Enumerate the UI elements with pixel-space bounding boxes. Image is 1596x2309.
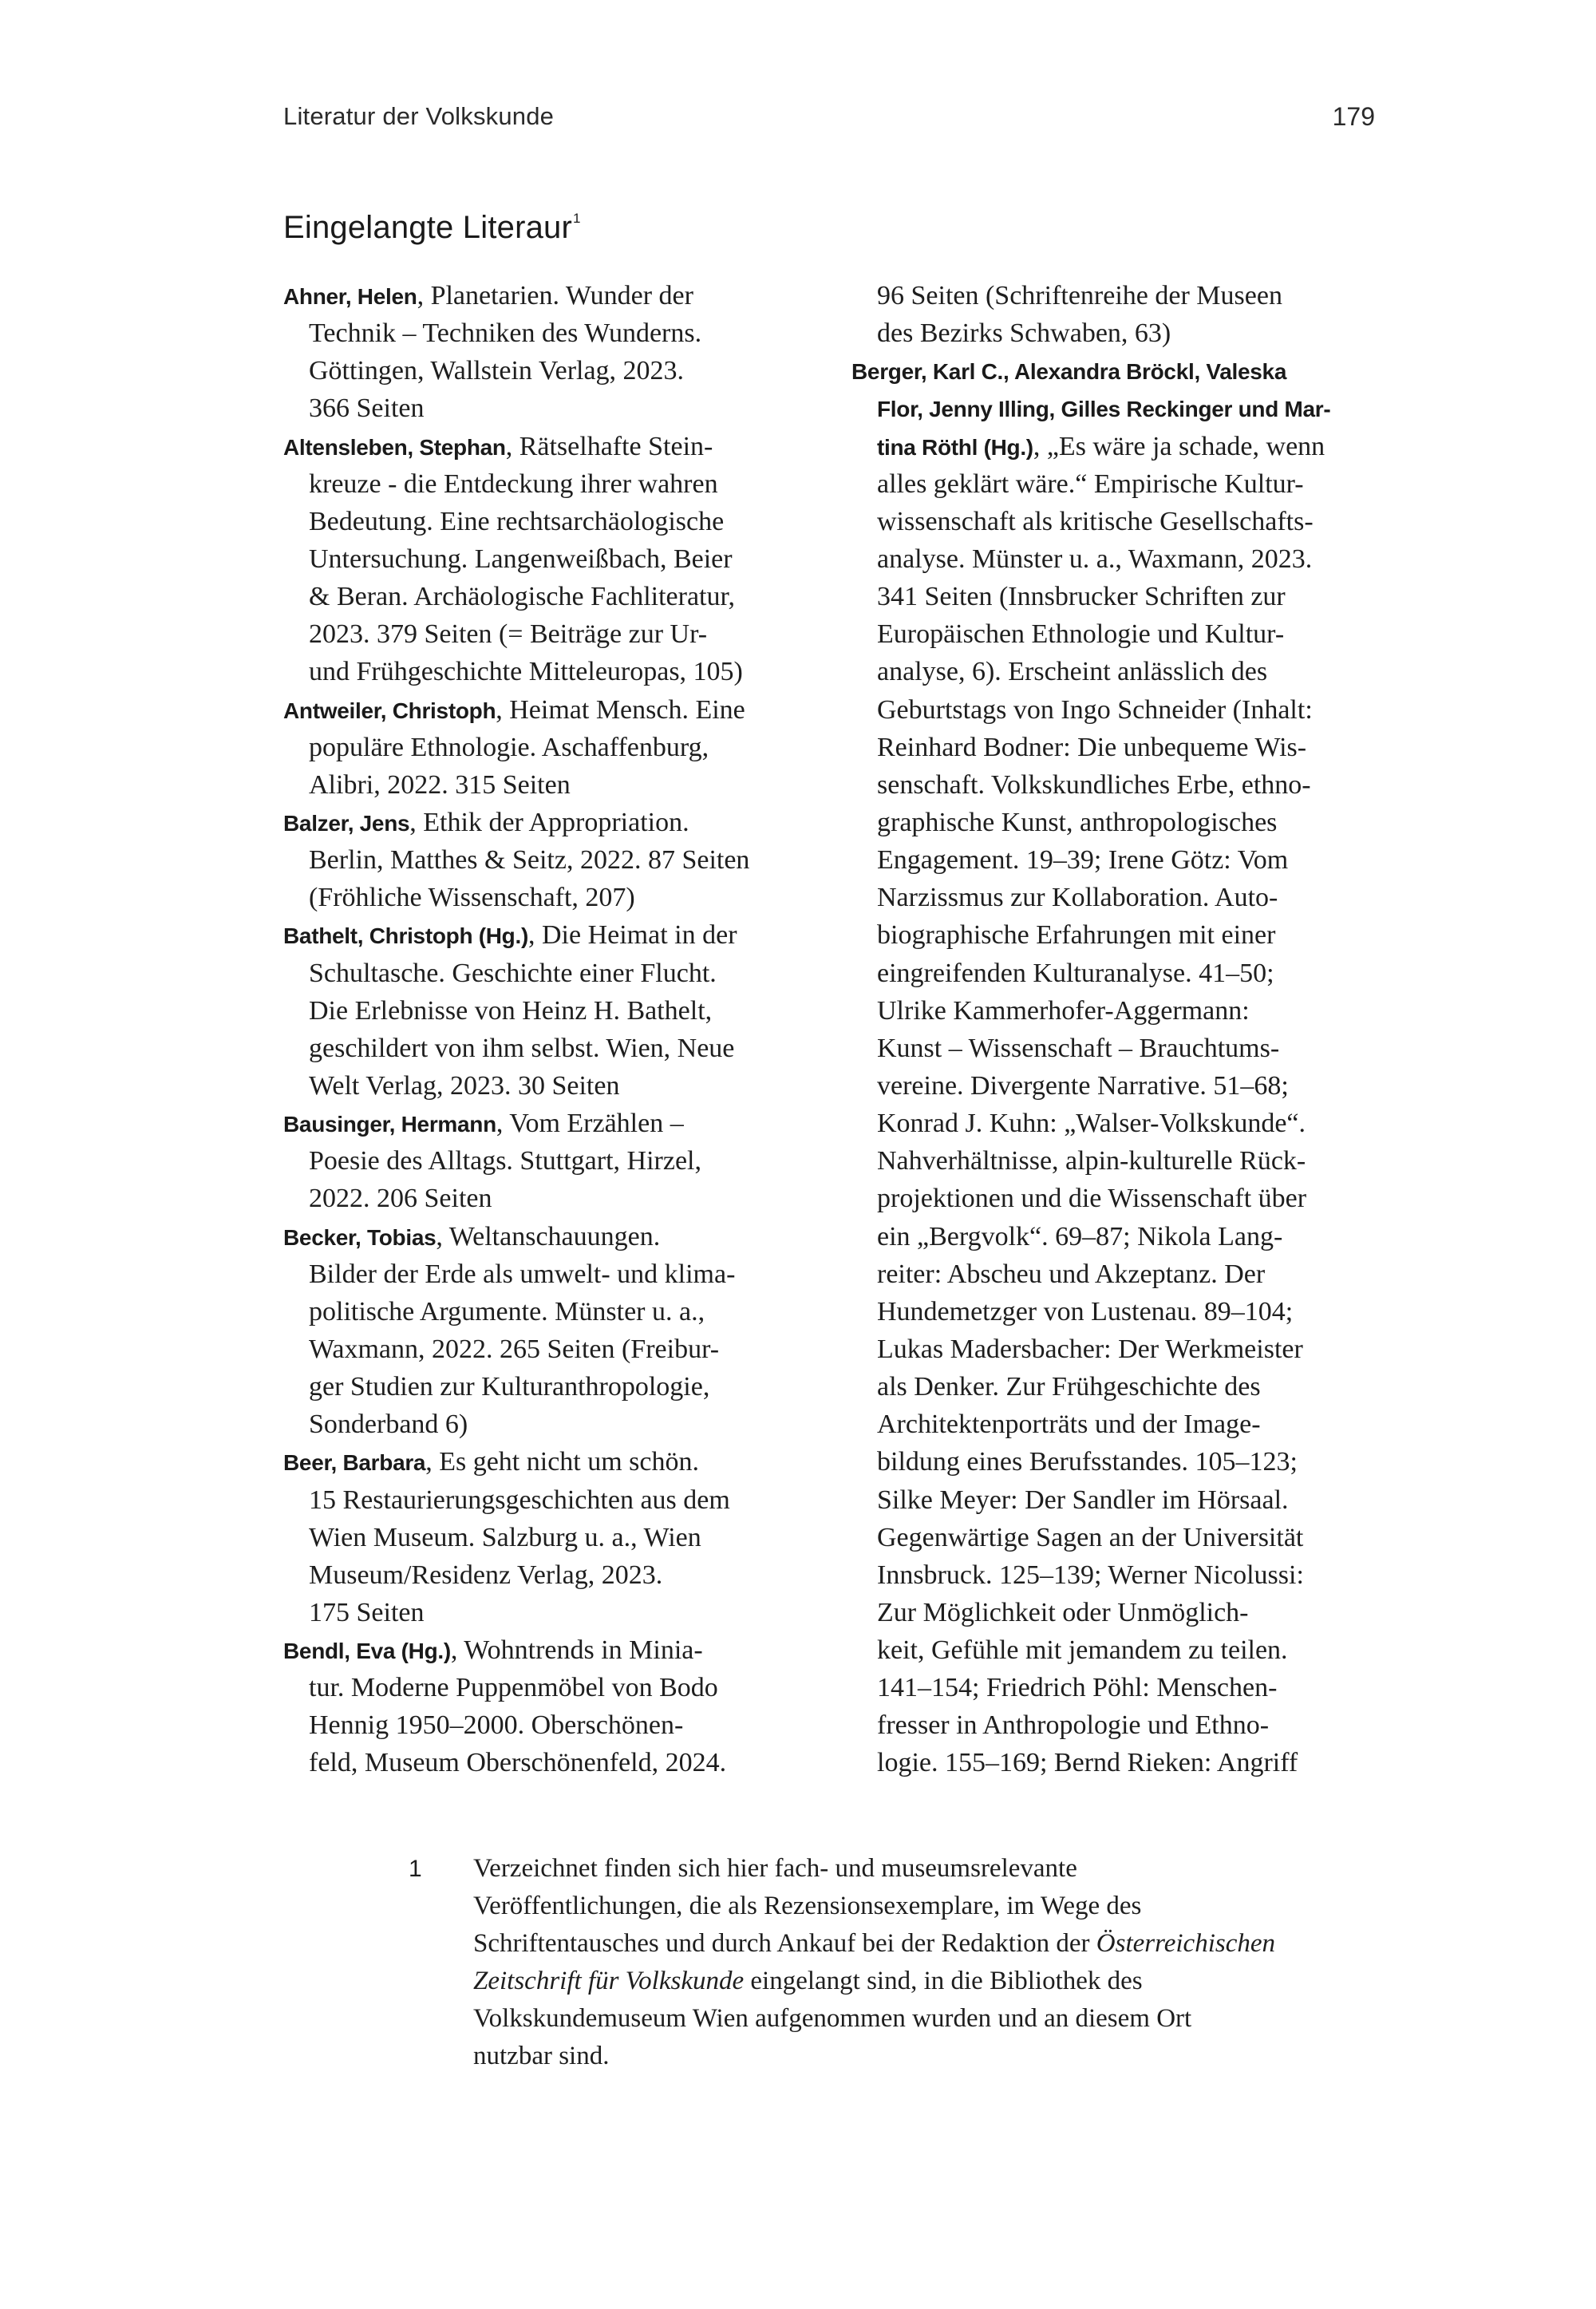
entry-line xyxy=(283,1218,810,1255)
entry-line: 341 Seiten (Innsbrucker Schriften zur xyxy=(877,582,1286,612)
footnote-line: Verzeichnet finden sich hier fach- und museumsrelevante xyxy=(473,1854,1077,1883)
entry-line: 366 Seiten xyxy=(309,393,425,424)
entry-line: Göttingen, Wallstein Verlag, 2023. xyxy=(309,356,685,386)
author-name: Ahner, Helen xyxy=(283,284,417,309)
journal-title: Zeitschrift für Volkskunde xyxy=(473,1967,745,1995)
entry-line: 2023. 379 Seiten (= Beiträge zur Ur- xyxy=(309,619,708,650)
bibliography-column-right xyxy=(851,277,1378,1782)
entry-line: Die Erlebnisse von Heinz H. Bathelt, xyxy=(309,995,713,1026)
author-name: Beer, Barbara xyxy=(283,1450,426,1476)
footnote-text xyxy=(473,1850,1275,2075)
entry-line: feld, Museum Oberschönenfeld, 2024. xyxy=(309,1748,727,1778)
entry-line: des Bezirks Schwaben, 63) xyxy=(877,318,1171,349)
entry-line xyxy=(283,691,810,729)
entry-line: Nahverhältnisse, alpin-kulturelle Rück- xyxy=(877,1146,1306,1176)
entry-text: , „Es wäre ja schade, wenn xyxy=(1033,431,1325,461)
author-name: Bathelt, Christoph (Hg.) xyxy=(283,923,528,949)
entry-line: graphische Kunst, anthropologisches xyxy=(877,807,1278,837)
entry-line: alles geklärt wäre.“ Empirische Kultur- xyxy=(877,469,1304,499)
entry-line: Geburtstags von Ingo Schneider (Inhalt: xyxy=(877,694,1313,725)
entry-line: ein „Bergvolk“. 69–87; Nikola Lang- xyxy=(877,1221,1283,1251)
entry-line: bildung eines Berufsstandes. 105–123; xyxy=(877,1447,1298,1477)
bibliography-column-left xyxy=(283,277,810,1782)
author-name: Altensleben, Stephan xyxy=(283,434,506,460)
entry-text: , Heimat Mensch. Eine xyxy=(496,694,745,725)
entry-line: 15 Restaurierungsgeschichten aus dem xyxy=(309,1485,730,1515)
bibliography-entry xyxy=(283,691,810,804)
entry-line xyxy=(283,1105,810,1142)
author-name: Balzer, Jens xyxy=(283,810,410,836)
entry-line: Welt Verlag, 2023. 30 Seiten xyxy=(309,1070,620,1101)
entry-line: tur. Moderne Puppenmöbel von Bodo xyxy=(309,1673,718,1703)
entry-line: Europäischen Ethnologie und Kultur- xyxy=(877,619,1285,650)
entry-line xyxy=(283,428,810,465)
entry-line: Waxmann, 2022. 265 Seiten (Freibur- xyxy=(309,1334,720,1364)
entry-line: Architektenporträts und der Image- xyxy=(877,1410,1261,1440)
entry-line: Lukas Madersbacher: Der Werkmeister xyxy=(877,1334,1303,1364)
bibliography-entry xyxy=(283,1218,810,1444)
author-name: Berger, Karl C., Alexandra Bröckl, Valeska xyxy=(851,359,1287,385)
entry-line: Berlin, Matthes & Seitz, 2022. 87 Seiten xyxy=(309,845,750,876)
entry-line: Engagement. 19–39; Irene Götz: Vom xyxy=(877,845,1289,876)
author-name: Becker, Tobias xyxy=(283,1224,437,1250)
entry-line: Museum/Residenz Verlag, 2023. xyxy=(309,1560,663,1590)
entry-text: , Vom Erzählen – xyxy=(496,1109,684,1139)
entry-line: Reinhard Bodner: Die unbequeme Wis- xyxy=(877,732,1307,762)
footnote-number: 1 xyxy=(409,1856,422,1882)
journal-title: Österreichischen xyxy=(1096,1929,1275,1958)
entry-line: Kunst – Wissenschaft – Brauchtums- xyxy=(877,1033,1280,1063)
entry-line: 175 Seiten xyxy=(309,1597,425,1627)
entry-line: biographische Erfahrungen mit einer xyxy=(877,920,1276,951)
entry-line: Schultasche. Geschichte einer Flucht. xyxy=(309,958,717,988)
entry-line: Alibri, 2022. 315 Seiten xyxy=(309,769,571,800)
footnote-line: nutzbar sind. xyxy=(473,2042,610,2070)
entry-line: analyse, 6). Erscheint anlässlich des xyxy=(877,657,1268,687)
entry-line xyxy=(283,1443,810,1481)
entry-line: geschildert von ihm selbst. Wien, Neue xyxy=(309,1033,735,1063)
running-head: Literatur der Volkskunde xyxy=(283,102,555,130)
entry-line: analyse. Münster u. a., Waxmann, 2023. xyxy=(877,544,1313,574)
entry-line: Gegenwärtige Sagen an der Universität xyxy=(877,1522,1304,1552)
footnote-line: Volkskundemuseum Wien aufgenommen wurden und an diesem Ort xyxy=(473,2004,1192,2033)
entry-line xyxy=(851,428,1378,465)
bibliography-entry xyxy=(283,804,810,916)
entry-line: Bilder der Erde als umwelt- und klima- xyxy=(309,1259,736,1289)
footnote-marker[interactable]: 1 xyxy=(573,210,581,226)
entry-line: Innsbruck. 125–139; Werner Nicolussi: xyxy=(877,1560,1304,1590)
entry-text: , Weltanschauungen. xyxy=(436,1221,661,1251)
entry-line: Ulrike Kammerhofer-Aggermann: xyxy=(877,995,1250,1026)
entry-text: , Planetarien. Wunder der xyxy=(417,281,693,310)
entry-line: fresser in Anthropologie und Ethno- xyxy=(877,1710,1270,1741)
entry-line: wissenschaft als kritische Gesellschafts- xyxy=(877,506,1314,536)
author-name: Bausinger, Hermann xyxy=(283,1112,496,1137)
entry-line xyxy=(283,804,810,841)
entry-line: Poesie des Alltags. Stuttgart, Hirzel, xyxy=(309,1146,701,1176)
author-name: Flor, Jenny Illing, Gilles Reckinger und Mar- xyxy=(877,397,1331,422)
entry-line: Hundemetzger von Lustenau. 89–104; xyxy=(877,1296,1294,1326)
footnote-line: Veröffentlichungen, die als Rezensionsexemplare, im Wege des xyxy=(473,1892,1142,1920)
bibliography-entry xyxy=(283,1105,810,1217)
footnote-line: Schriftentausches und durch Ankauf bei der Redaktion der Österreichischen xyxy=(473,1929,1275,1958)
entry-text: 96 Seiten (Schriftenreihe der Museen xyxy=(877,281,1282,310)
bibliography-entry xyxy=(283,1631,810,1782)
author-name: tina Röthl (Hg.) xyxy=(877,434,1033,460)
entry-line: politische Argumente. Münster u. a., xyxy=(309,1296,705,1326)
entry-line: und Frühgeschichte Mitteleuropas, 105) xyxy=(309,657,743,687)
bibliography-entry xyxy=(851,352,1378,1781)
entry-line: Konrad J. Kuhn: „Walser-Volkskunde“. xyxy=(877,1109,1306,1139)
entry-line: Narzissmus zur Kollaboration. Auto- xyxy=(877,883,1278,913)
entry-line: Hennig 1950–2000. Oberschönen- xyxy=(309,1710,684,1741)
entry-text: , Die Heimat in der xyxy=(528,920,737,951)
bibliography-entry xyxy=(851,277,1378,352)
entry-line: & Beran. Archäologische Fachliteratur, xyxy=(309,582,735,612)
section-title xyxy=(283,210,581,246)
entry-line xyxy=(283,916,810,954)
bibliography-entry xyxy=(283,916,810,1105)
entry-text: , Wohntrends in Minia- xyxy=(450,1635,703,1666)
entry-line: keit, Gefühle mit jemandem zu teilen. xyxy=(877,1635,1288,1666)
entry-line: projektionen und die Wissenschaft über xyxy=(877,1184,1307,1214)
bibliography-entry xyxy=(283,277,810,428)
entry-line: vereine. Divergente Narrative. 51–68; xyxy=(877,1070,1289,1101)
entry-line xyxy=(283,1631,810,1669)
entry-line: Technik – Techniken des Wunderns. xyxy=(309,318,702,349)
entry-line: Zur Möglichkeit oder Unmöglich- xyxy=(877,1597,1249,1627)
page-number: 179 xyxy=(1332,102,1375,131)
entry-line: 141–154; Friedrich Pöhl: Menschen- xyxy=(877,1673,1278,1703)
footnote-line: Zeitschrift für Volkskunde eingelangt sind, in die Bibliothek des xyxy=(473,1967,1143,1995)
entry-line xyxy=(283,277,810,314)
entry-line: 2022. 206 Seiten xyxy=(309,1184,492,1214)
bibliography-entry xyxy=(283,428,810,691)
section-title-text: Eingelangte Literaur xyxy=(283,209,573,245)
entry-line xyxy=(851,389,1378,427)
entry-text: , Rätselhafte Stein- xyxy=(505,431,713,461)
entry-line: Sonderband 6) xyxy=(309,1410,468,1440)
entry-line: kreuze - die Entdeckung ihrer wahren xyxy=(309,469,718,499)
entry-line: eingreifenden Kulturanalyse. 41–50; xyxy=(877,958,1274,988)
entry-line xyxy=(851,352,1378,389)
entry-line: senschaft. Volkskundliches Erbe, ethno- xyxy=(877,769,1311,800)
entry-line xyxy=(851,277,1378,314)
entry-line: (Fröhliche Wissenschaft, 207) xyxy=(309,883,635,913)
entry-line: reiter: Abscheu und Akzeptanz. Der xyxy=(877,1259,1266,1289)
entry-line: populäre Ethnologie. Aschaffenburg, xyxy=(309,732,709,762)
entry-line: als Denker. Zur Frühgeschichte des xyxy=(877,1372,1261,1402)
entry-line: Untersuchung. Langenweißbach, Beier xyxy=(309,544,733,574)
entry-line: ger Studien zur Kulturanthropologie, xyxy=(309,1372,710,1402)
entry-line: Wien Museum. Salzburg u. a., Wien xyxy=(309,1522,701,1552)
entry-line: Silke Meyer: Der Sandler im Hörsaal. xyxy=(877,1485,1289,1515)
author-name: Antweiler, Christoph xyxy=(283,698,496,723)
bibliography-entry xyxy=(283,1443,810,1631)
entry-text: , Ethik der Appropriation. xyxy=(409,807,689,837)
entry-line: logie. 155–169; Bernd Rieken: Angriff xyxy=(877,1748,1298,1778)
entry-line: Bedeutung. Eine rechtsarchäologische xyxy=(309,506,725,536)
entry-text: , Es geht nicht um schön. xyxy=(425,1447,700,1477)
author-name: Bendl, Eva (Hg.) xyxy=(283,1639,451,1664)
